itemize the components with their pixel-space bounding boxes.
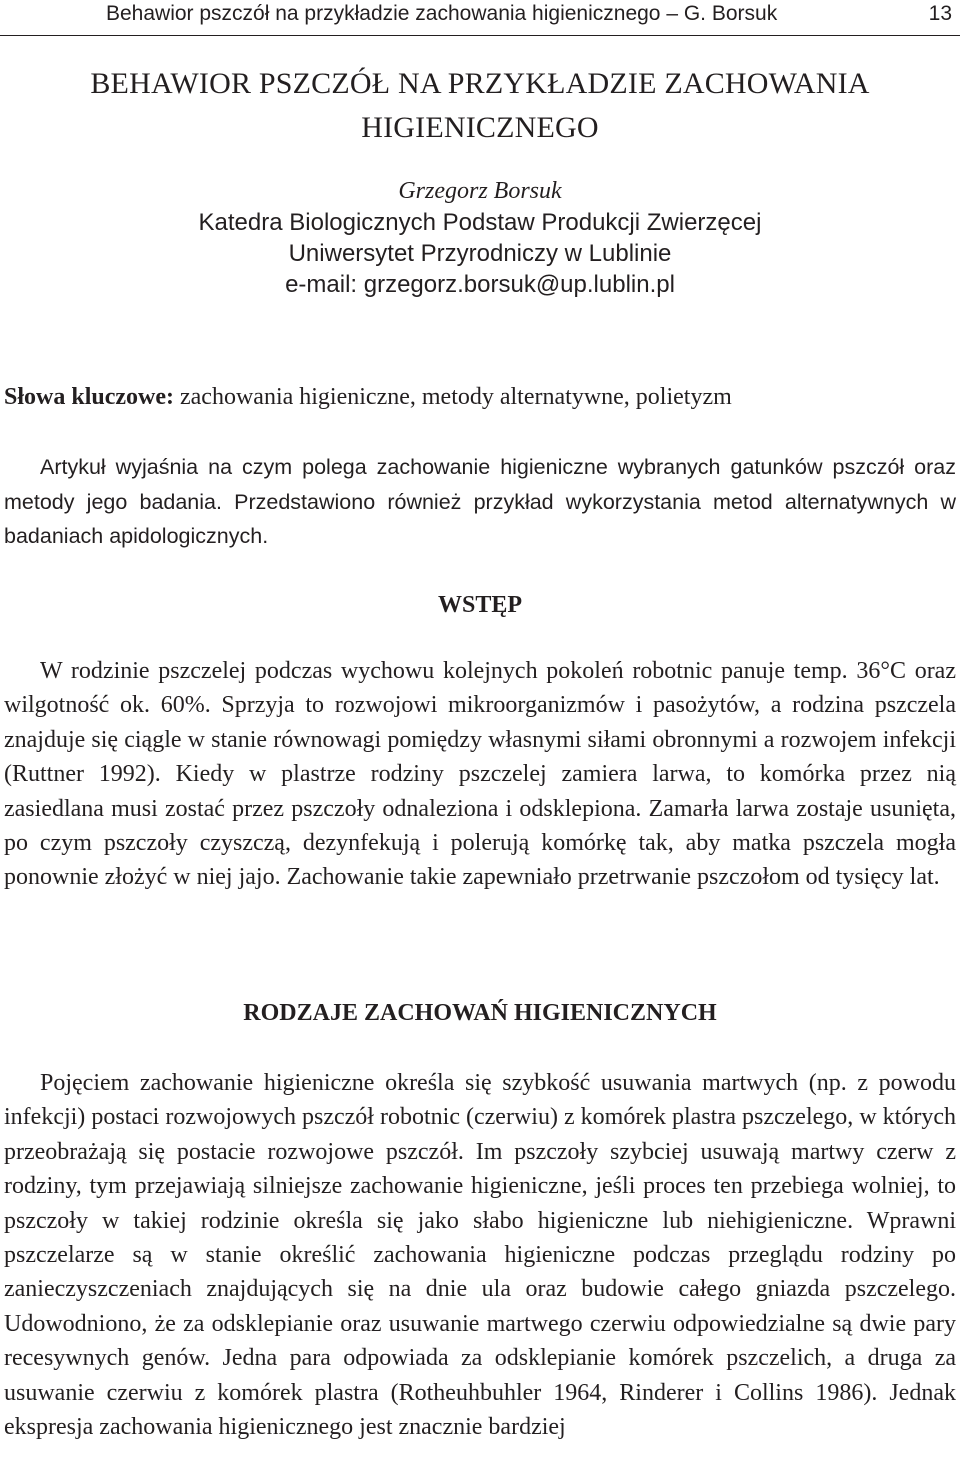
affiliation-university: Uniwersytet Przyrodniczy w Lublinie — [288, 240, 672, 267]
keywords — [4, 380, 956, 414]
affiliation-department: Katedra Biologicznych Podstaw Produkcji Zwierzęcej — [198, 209, 762, 236]
keywords-text: zachowania higieniczne, metody alternatywne, polietyzm — [180, 384, 732, 410]
section-heading-hygienic-types: RODZAJE ZACHOWAŃ HIGIENICZNYCH — [243, 1000, 717, 1026]
author-name: Grzegorz Borsuk — [398, 178, 562, 204]
running-header — [0, 0, 960, 36]
article-title: BEHAWIOR PSZCZÓŁ NA PRZYKŁADZIE ZACHOWANIA HIGIENICZNEGO — [90, 67, 870, 144]
section-heading-intro: WSTĘP — [437, 592, 523, 618]
abstract: Artykuł wyjaśnia na czym polega zachowanie higieniczne wybranych gatunków pszczół oraz metody jego badania. Przedstawiono również przykład wykorzystania metod alternatywnych w badaniach apidologicznych. — [4, 455, 956, 548]
author-block — [0, 176, 960, 300]
page-number: 13 — [928, 2, 952, 25]
keywords-label: Słowa kluczowe: — [4, 384, 174, 410]
running-title: Behawior pszczół na przykładzie zachowania higienicznego – G. Borsuk — [106, 2, 778, 25]
section-paragraph-hygienic-types: Pojęciem zachowanie higieniczne określa się szybkość usuwania martwych (np. z powodu infekcji) postaci rozwojowych pszczół robotnic (czerwiu) z komórek plastra pszczelego, w których przeobrażają się postacie rozwojowe pszczół. Im pszczoły szybciej usuwają martwy czerw z rodziny, tym przejawiają silniejsze zachowanie higieniczne, jeśli proces ten przebiega wolniej, to pszczoły w takiej rodzinie określa się jako słabo higieniczne lub niehigieniczne. Wprawni pszczelarze są w stanie określić zachowania higieniczne podczas przeglądu rodziny po zanieczyszczeniach znajdujących się na dnie ula oraz budowie całego gniazda pszczelego. Udowodniono, że za odsklepianie oraz usuwanie martwego czerwiu odpowiedzialne są dwie pary recesywnych genów. Jedna para odpowiada za odsklepianie komórek pszczelich, a druga za usuwanie czerwiu z komórek plastra (Rotheuhbuhler 1964, Rinderer i Collins 1986). Jednak ekspresja zachowania higienicznego jest znacznie bardziej — [4, 1070, 956, 1441]
section-paragraph-intro: W rodzinie pszczelej podczas wychowu kolejnych pokoleń robotnic panuje temp. 36°C oraz wilgotność ok. 60%. Sprzyja to rozwojowi mikroorganizmów i pasożytów, a rodzina pszczela znajduje się ciągle w stanie równowagi pomiędzy własnymi siłami obronnymi a rozwojem infekcji (Ruttner 1992). Kiedy w plastrze rodziny pszczelej zamiera larwa, to komórka przez nią zasiedlana musi zostać przez pszczoły odnaleziona i odsklepiona. Zamarła larwa zostaje usunięta, po czym pszczoły czyszczą, dezynfekują i polerują komórkę tak, aby matka pszczela mogła ponownie złożyć w niej jajo. Zachowanie takie zapewniało przetrwanie pszczołom od tysięcy lat. — [4, 658, 956, 891]
author-email[interactable]: e-mail: grzegorz.borsuk@up.lublin.pl — [285, 271, 675, 298]
